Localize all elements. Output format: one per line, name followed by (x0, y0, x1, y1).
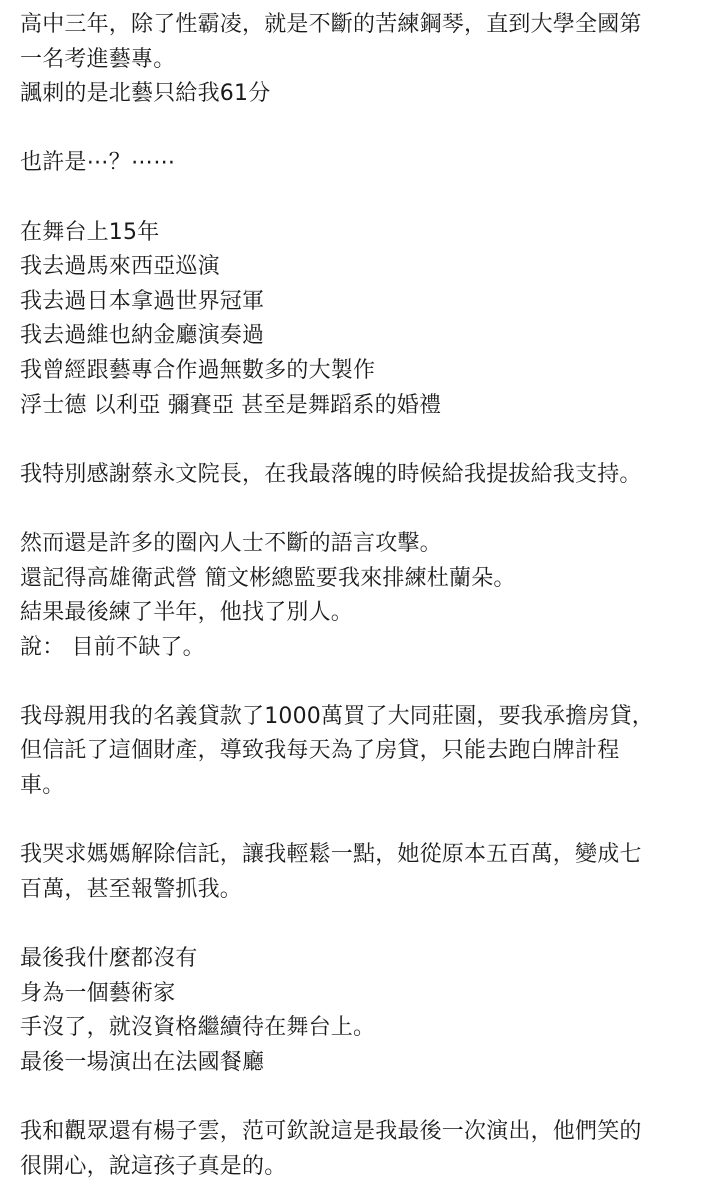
text-line: 最後我什麼都沒有 (20, 946, 198, 972)
text-line: 車。 (20, 773, 65, 799)
text-line: 我去過馬來西亞巡演 (20, 254, 220, 280)
paragraph (20, 527, 696, 665)
text-line: 也許是⋯？⋯⋯ (20, 150, 176, 176)
text-line: 還記得高雄衛武營 簡文彬總監要我來排練杜蘭朵。 (20, 565, 516, 591)
paragraph (20, 216, 696, 424)
document-body (20, 8, 696, 1184)
paragraph (20, 8, 696, 112)
paragraph (20, 1115, 696, 1184)
paragraph (20, 146, 696, 181)
text-line: 一名考進藝專。 (20, 46, 176, 72)
text-line: 我曾經跟藝專合作過無數多的大製作 (20, 357, 376, 383)
text-line: 身為一個藝術家 (20, 980, 176, 1006)
paragraph (20, 942, 696, 1080)
paragraph (20, 458, 696, 493)
text-line: 我去過日本拿過世界冠軍 (20, 288, 265, 314)
text-line: 說： 目前不缺了。 (20, 634, 205, 660)
text-line: 我去過維也納金廳演奏過 (20, 323, 265, 349)
text-line: 最後一場演出在法國餐廳 (20, 1049, 265, 1075)
paragraph (20, 700, 696, 804)
text-line: 但信託了這個財產，導致我每天為了房貸，只能去跑白牌計程 (20, 738, 620, 764)
text-line: 百萬，甚至報警抓我。 (20, 876, 243, 902)
text-line: 諷刺的是北藝只給我61分 (20, 81, 271, 107)
text-line: 我特別感謝蔡永文院長，在我最落魄的時候給我提拔給我支持。 (20, 461, 642, 487)
text-line: 我哭求媽媽解除信託，讓我輕鬆一點，她從原本五百萬，變成七 (20, 842, 642, 868)
text-line: 高中三年，除了性霸凌，就是不斷的苦練鋼琴，直到大學全國第 (20, 12, 642, 37)
text-line: 我和觀眾還有楊子雲，范可欽說這是我最後一次演出，他們笑的 (20, 1119, 642, 1144)
text-line: 很開心，說這孩子真是的。 (20, 1153, 287, 1179)
text-line: 手沒了，就沒資格繼續待在舞台上。 (20, 1015, 376, 1041)
text-line: 然而還是許多的圈內人士不斷的語言攻擊。 (20, 530, 442, 556)
text-line: 我母親用我的名義貸款了1000萬買了大同莊園，要我承擔房貸， (20, 703, 654, 729)
text-line: 結果最後練了半年，他找了別人。 (20, 600, 354, 626)
paragraph (20, 838, 696, 907)
text-line: 浮士德 以利亞 彌賽亞 甚至是舞蹈系的婚禮 (20, 392, 442, 418)
text-line: 在舞台上15年 (20, 219, 160, 245)
